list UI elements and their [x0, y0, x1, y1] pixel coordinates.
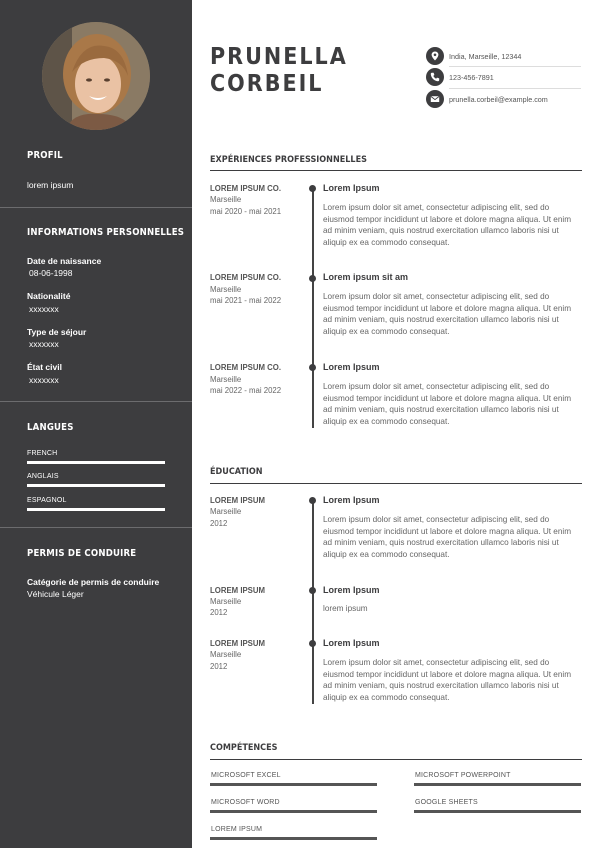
language-label: FRENCH [27, 450, 58, 457]
skill-label: MICROSOFT WORD [211, 799, 280, 806]
experience-dates: mai 2021 - mai 2022 [210, 296, 282, 305]
experience-description: Lorem ipsum dolor sit amet, consectetur adipiscing elit, sed do eiusmod tempor incididunt ut labore et dolore magna aliqua. Ut enim ad minim veniam, quis nostrud exercitation ullamco laboris nisi ut aliquip ex ea commodo consequat. [323, 203, 572, 247]
timeline-dot [309, 364, 316, 371]
education-org: LOREM IPSUM [210, 586, 266, 595]
language-level-bar [27, 461, 165, 464]
last-name: CORBEIL [210, 71, 324, 97]
skill-level-bar [210, 783, 377, 786]
contact-email: prunella.corbeil@example.com [449, 95, 548, 104]
contact-divider [449, 88, 581, 89]
education-heading: ÉDUCATION [210, 467, 263, 477]
marital-status-value: xxxxxxx [29, 375, 59, 385]
experience-city: Marseille [210, 195, 242, 204]
education-title: Lorem Ipsum [323, 585, 380, 595]
personal-info-heading: INFORMATIONS PERSONNELLES [27, 227, 185, 238]
timeline-dot [309, 497, 316, 504]
education-org: LOREM IPSUM [210, 496, 266, 505]
experience-org: LOREM IPSUM CO. [210, 273, 282, 282]
skill-label: GOOGLE SHEETS [415, 799, 478, 806]
experience-city: Marseille [210, 375, 242, 384]
experience-title: Lorem ipsum sit am [323, 272, 409, 282]
language-level-bar [27, 484, 165, 487]
timeline-dot [309, 275, 316, 282]
sidebar [0, 0, 192, 848]
education-timeline [312, 500, 314, 704]
license-value: Véhicule Léger [27, 589, 84, 599]
birthdate-value: 08-06-1998 [29, 268, 73, 278]
nationality-label: Nationalité [27, 291, 71, 301]
education-city: Marseille [210, 650, 242, 659]
education-city: Marseille [210, 507, 242, 516]
skill-level-bar [414, 810, 581, 813]
education-year: 2012 [210, 519, 228, 528]
envelope-icon [426, 90, 444, 108]
experience-dates: mai 2022 - mai 2022 [210, 386, 282, 395]
languages-heading: LANGUES [27, 422, 74, 433]
sidebar-divider [0, 401, 192, 402]
language-label: ANGLAIS [27, 473, 59, 480]
contact-divider [449, 66, 581, 67]
education-description: lorem ipsum [323, 604, 368, 613]
experience-description: Lorem ipsum dolor sit amet, consectetur adipiscing elit, sed do eiusmod tempor incididunt ut labore et dolore magna aliqua. Ut enim ad minim veniam, quis nostrud exercitation ullamco laboris nisi ut aliquip ex ea commodo consequat. [323, 292, 572, 336]
skill-label: MICROSOFT EXCEL [211, 772, 281, 779]
education-description: Lorem ipsum dolor sit amet, consectetur adipiscing elit, sed do eiusmod tempor incididunt ut labore et dolore magna aliqua. Ut enim ad minim veniam, quis nostrud exercitation ullamco laboris nisi ut aliquip ex ea commodo consequat. [323, 658, 572, 702]
sidebar-divider [0, 207, 192, 208]
skill-level-bar [414, 783, 581, 786]
experience-title: Lorem Ipsum [323, 362, 380, 372]
section-rule [210, 170, 582, 171]
skill-level-bar [210, 810, 377, 813]
license-label: Catégorie de permis de conduire [27, 577, 160, 587]
experience-title: Lorem Ipsum [323, 183, 380, 193]
education-year: 2012 [210, 662, 228, 671]
contact-address: India, Marseille, 12344 [449, 52, 522, 61]
profile-photo [42, 22, 150, 130]
language-label: ESPAGNOL [27, 497, 67, 504]
education-year: 2012 [210, 608, 228, 617]
residence-type-label: Type de séjour [27, 327, 87, 337]
phone-icon [426, 68, 444, 86]
education-city: Marseille [210, 597, 242, 606]
first-name: PRUNELLA [210, 44, 348, 70]
skill-label: LOREM IPSUM [211, 826, 263, 833]
full-name [210, 44, 348, 98]
education-org: LOREM IPSUM [210, 639, 266, 648]
skills-heading: COMPÉTENCES [210, 743, 278, 753]
marital-status-label: État civil [27, 362, 62, 372]
timeline-dot [309, 587, 316, 594]
nationality-value: xxxxxxx [29, 304, 59, 314]
skill-label: MICROSOFT POWERPOINT [415, 772, 511, 779]
experience-org: LOREM IPSUM CO. [210, 363, 282, 372]
timeline-dot [309, 185, 316, 192]
profil-heading: PROFIL [27, 150, 63, 161]
profil-text: lorem ipsum [27, 180, 74, 190]
experience-timeline [312, 188, 314, 428]
location-pin-icon [426, 47, 444, 65]
experience-city: Marseille [210, 285, 242, 294]
section-rule [210, 483, 582, 484]
education-title: Lorem Ipsum [323, 638, 380, 648]
experience-description: Lorem ipsum dolor sit amet, consectetur adipiscing elit, sed do eiusmod tempor incididunt ut labore et dolore magna aliqua. Ut enim ad minim veniam, quis nostrud exercitation ullamco laboris nisi ut aliquip ex ea commodo consequat. [323, 382, 572, 426]
license-heading: PERMIS DE CONDUIRE [27, 548, 137, 559]
experience-heading: EXPÉRIENCES PROFESSIONNELLES [210, 155, 367, 165]
contact-phone: 123-456-7891 [449, 73, 494, 82]
education-title: Lorem Ipsum [323, 495, 380, 505]
skill-level-bar [210, 837, 377, 840]
language-level-bar [27, 508, 165, 511]
experience-org: LOREM IPSUM CO. [210, 184, 282, 193]
birthdate-label: Date de naissance [27, 256, 102, 266]
timeline-dot [309, 640, 316, 647]
residence-type-value: xxxxxxx [29, 339, 59, 349]
education-description: Lorem ipsum dolor sit amet, consectetur adipiscing elit, sed do eiusmod tempor incididunt ut labore et dolore magna aliqua. Ut enim ad minim veniam, quis nostrud exercitation ullamco laboris nisi ut aliquip ex ea commodo consequat. [323, 515, 572, 559]
sidebar-divider [0, 527, 192, 528]
experience-dates: mai 2020 - mai 2021 [210, 207, 282, 216]
section-rule [210, 759, 582, 760]
